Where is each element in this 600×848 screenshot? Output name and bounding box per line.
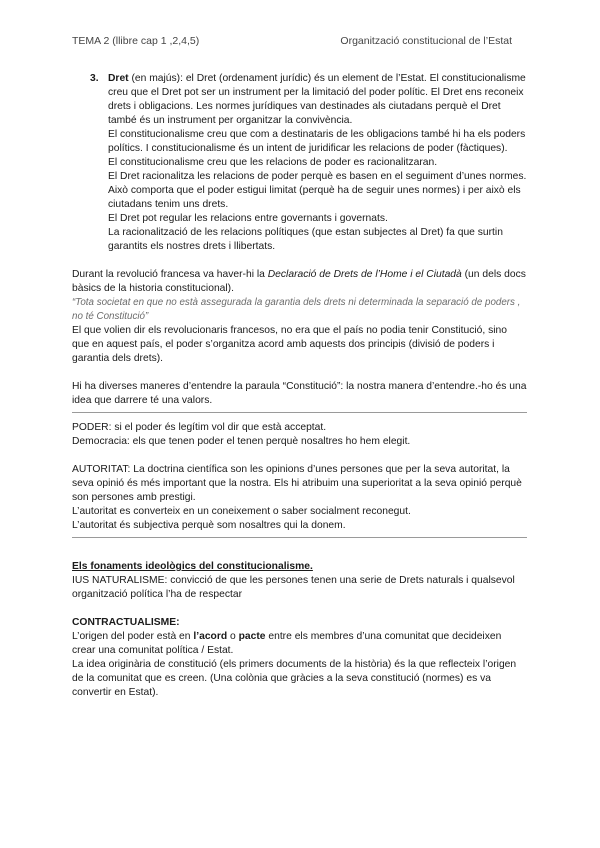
dret-intro-text: (en majús): el Dret (ordenament jurídic) és un element de l’Estat. El constitucionalisme creu que el Dret pot ser un instrument per la limitació del poder polític. El Dret ens reconeix drets i obligacions. Les normes jurídiques van destinades als ciutadans perquè el Dret també és un instrument per organitzar la convivència. xyxy=(108,73,526,126)
c-p1a: L’origen del poder està en xyxy=(72,631,194,642)
header-left: TEMA 2 (llibre cap 1 ,2,4,5) xyxy=(72,35,200,47)
autoritat-line-3: L’autoritat és subjectiva perquè som nosaltres qui la donem. xyxy=(72,520,346,531)
dret-term: Dret xyxy=(108,73,129,84)
dret-intro xyxy=(108,72,527,128)
c-p1c: o xyxy=(227,631,239,642)
divider-1 xyxy=(72,412,527,413)
list-number: 3. xyxy=(90,73,99,84)
revolucio-explanation: El que volien dir els revolucionaris francesos, no era que el país no podia tenir Constitució, sino que en aquest país, el poder s’organitza acord amb aquests dos principis (divisió de poders i garantia dels drets). xyxy=(72,325,508,364)
declaracio-title: Declaració de Drets de l’Home i el Ciutadà xyxy=(267,269,462,280)
c-p1e: entre els membres d’una comunitat que decideixen crear una comunitat política / Estat. xyxy=(72,631,502,656)
c-p1b: l’acord xyxy=(193,631,228,642)
contractualisme-paragraph-2: La idea originària de constitució (els primers documents de la història) és la que reflecteix l’origen de la comunitat que es creen. (Una colònia que gràcies a la seva constitució (normes) es va convertir en Estat). xyxy=(72,659,517,698)
list-item-dret xyxy=(72,72,527,254)
fonaments-heading: Els fonaments ideològics del constitucionalisme. xyxy=(72,561,313,572)
dret-paragraph-4: El Dret racionalitza les relacions de poder perquè es basen en el seguiment d’unes normes. Això comporta que el poder estigui limitat (perquè ha de seguir unes normes) i per això els ciutadans tenim uns drets. xyxy=(108,171,527,210)
revolucio-paragraph xyxy=(72,268,527,296)
contractualisme-heading xyxy=(72,616,527,630)
dret-paragraph-6: La racionalització de les relacions polítiques (que estan subjectes al Dret) fa que surtin garantits els nostres drets i llibertats. xyxy=(108,227,503,252)
ius-naturalisme: IUS NATURALISME: convicció de que les persones tenen una serie de Drets naturals i qualsevol organització política l’ha de respectar xyxy=(72,575,515,600)
dret-paragraph-5: El Dret pot regular les relacions entre governants i governats. xyxy=(108,213,388,224)
contractualisme-paragraph-1 xyxy=(72,630,527,658)
list-item-body xyxy=(108,72,527,254)
divider-2 xyxy=(72,537,527,538)
revolucio-before: Durant la revolució francesa va haver-hi la xyxy=(72,269,268,280)
autoritat-paragraph: AUTORITAT: La doctrina científica son les opinions d’unes persones que per la seva autoritat, la seva opinió és més important que la nostra. Els hi atribuim una superioritat a la seva opinió perquè son persones amb prestigi. xyxy=(72,464,522,503)
poder-line: PODER: si el poder és legítim vol dir que està acceptat. xyxy=(72,422,327,433)
revolucio-after: (un dels docs bàsics de la historia constitucional). xyxy=(72,269,526,294)
dret-paragraph-3: El constitucionalisme creu que les relacions de poder es racionalitzaran. xyxy=(108,157,438,168)
dret-paragraph-2: El constitucionalisme creu que com a destinataris de les obligacions també hi ha els poders polítics. I constitucionalisme és un intent de juridificar les relacions de poder (fàctiques). xyxy=(108,129,526,154)
contractualisme-heading-text: CONTRACTUALISME: xyxy=(72,617,180,628)
document-body xyxy=(72,72,527,700)
autoritat-line-2: L’autoritat es converteix en un coneixement o saber socialment reconegut. xyxy=(72,506,411,517)
maneres-paragraph: Hi ha diverses maneres d’entendre la paraula “Constitució”: la nostra manera d’entendre.-ho és una idea que darrere té una valors. xyxy=(72,381,527,406)
revolucio-quote: “Tota societat en que no està assegurada la garantia dels drets ni determinada la separació de poders , no té Constitució” xyxy=(72,297,521,322)
header-right: Organització constitucional de l’Estat xyxy=(340,35,512,47)
c-p1d: pacte xyxy=(238,631,266,642)
democracia-line: Democracia: els que tenen poder el tenen perquè nosaltres ho hem elegit. xyxy=(72,436,411,447)
